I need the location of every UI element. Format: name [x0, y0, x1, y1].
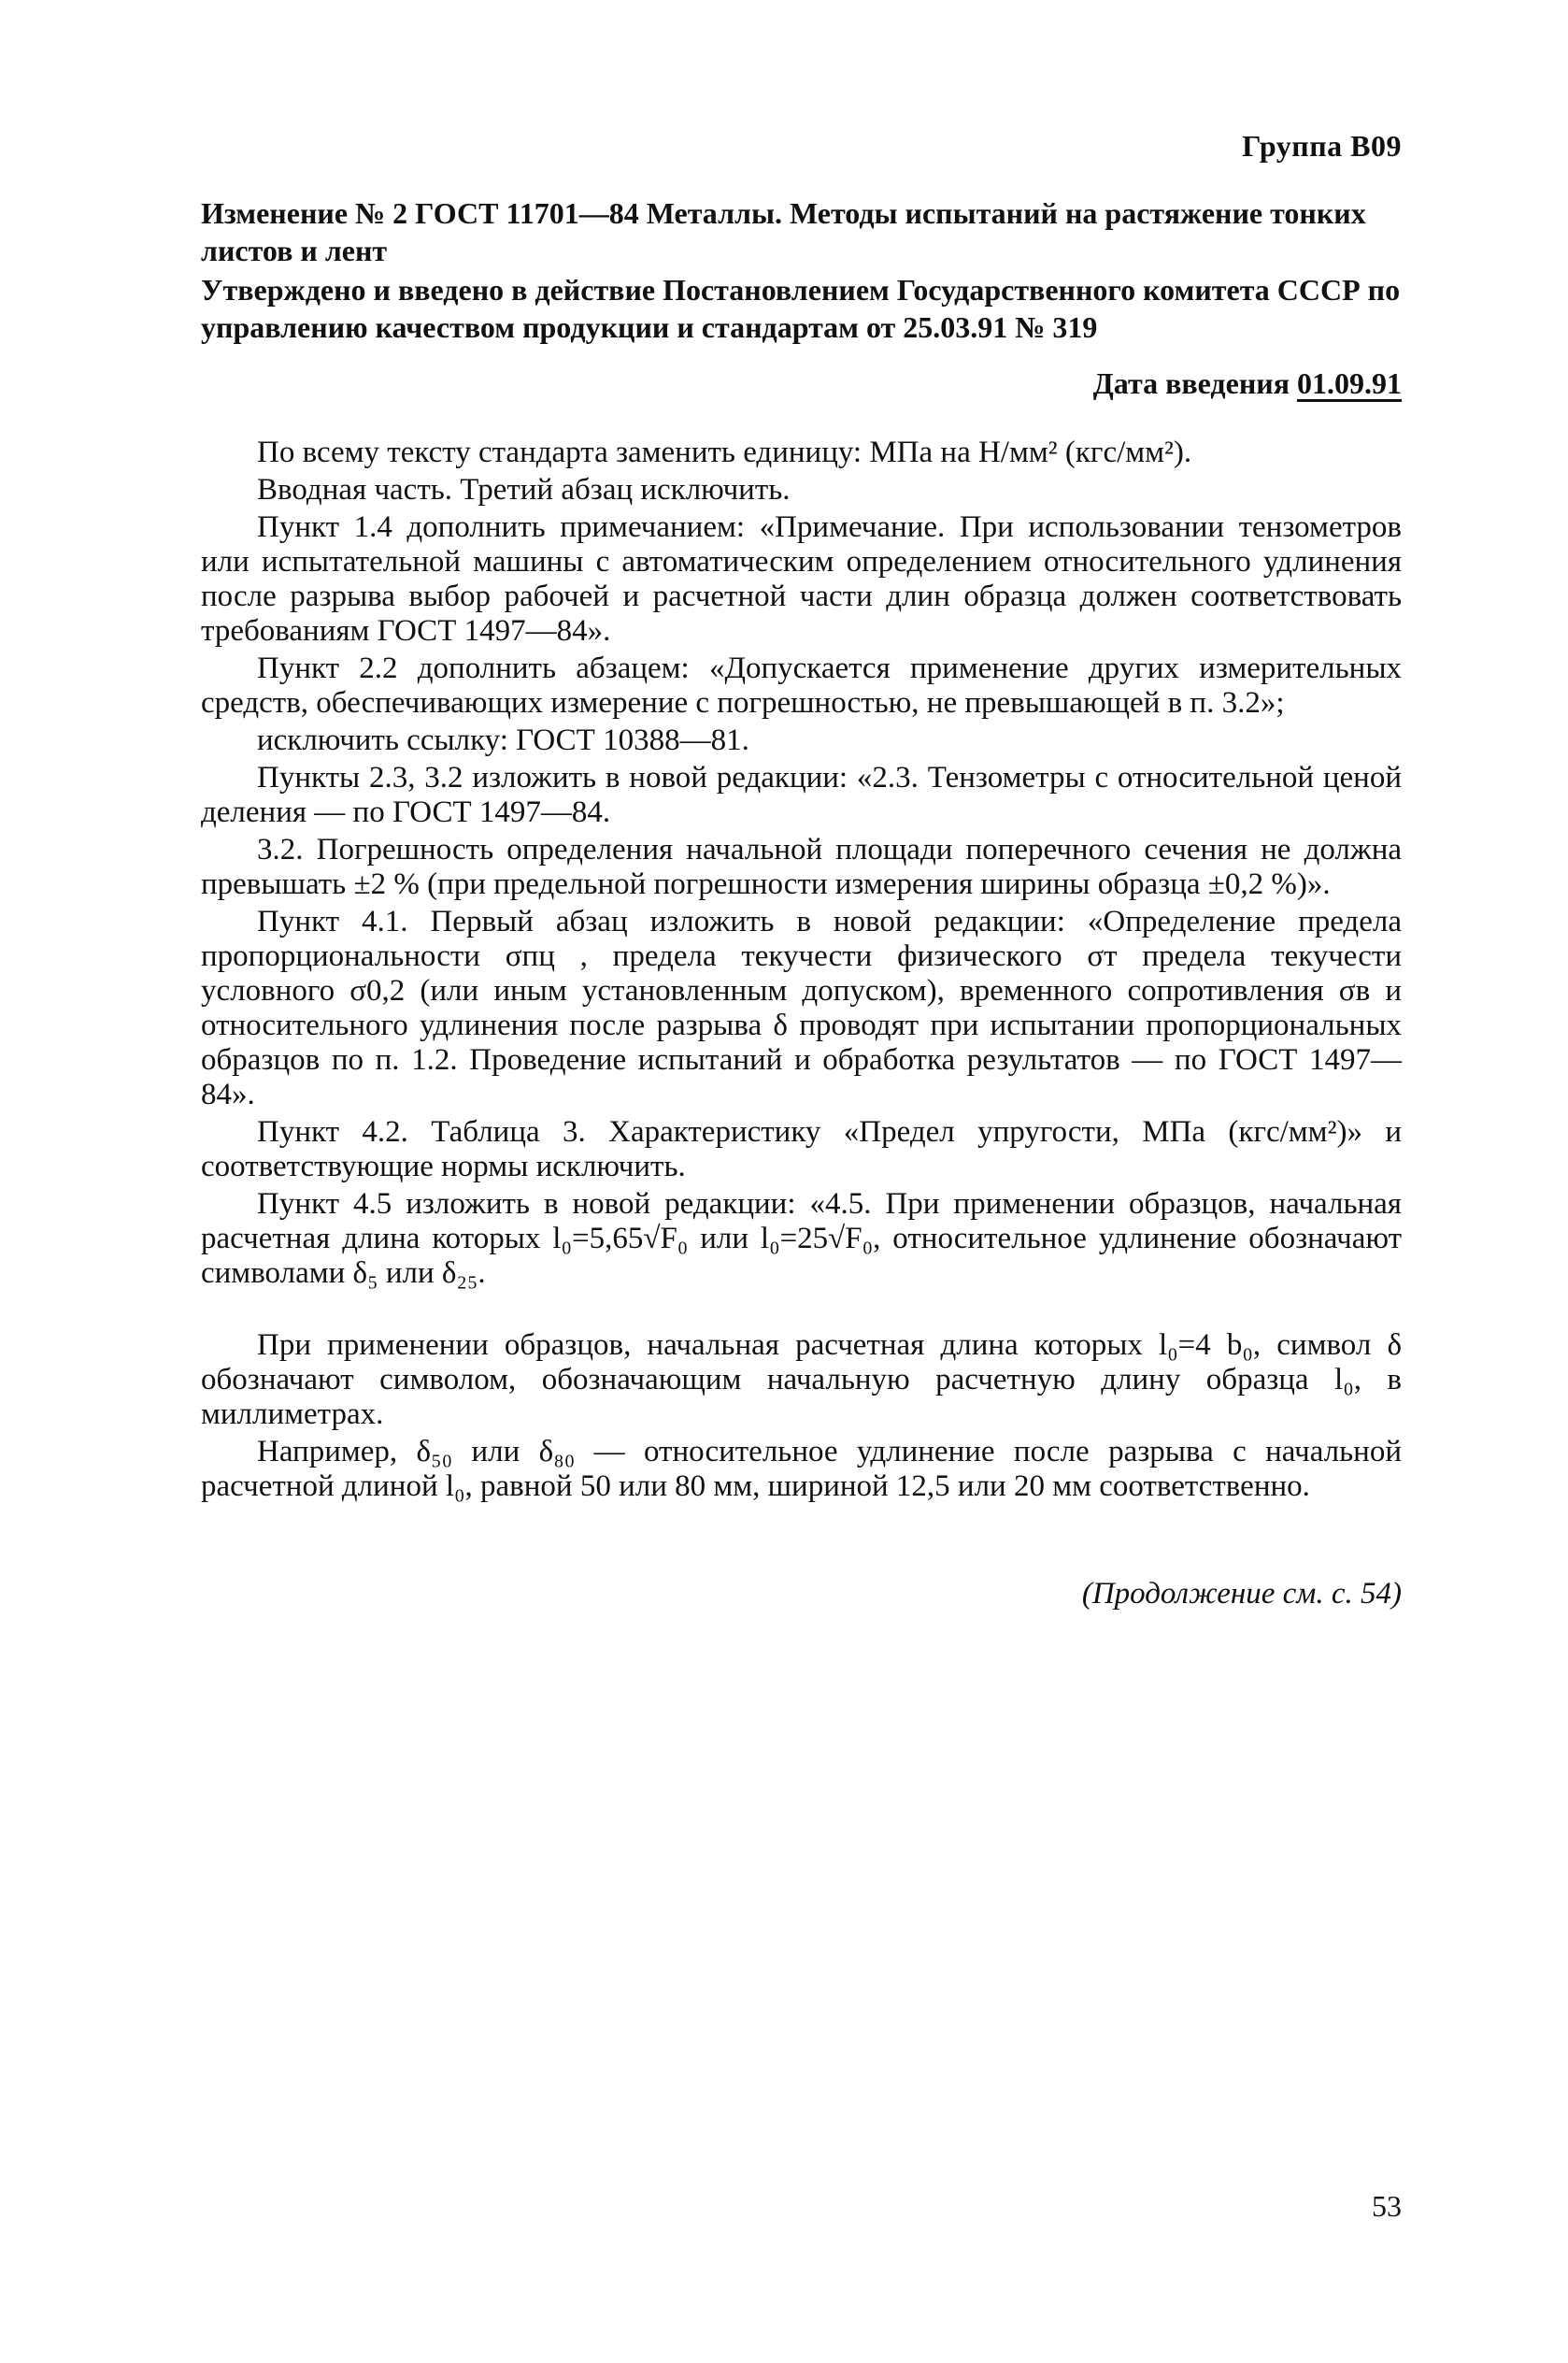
- introduction-date: [1093, 366, 1402, 401]
- introduction-date-value: 01.09.91: [1297, 366, 1402, 400]
- introduction-date-label: Дата введения: [1092, 366, 1290, 400]
- paragraph: Пункт 1.4 дополнить примечанием: «Примечание. При использовании тензометров или испытательной машины с автоматическим определением относительного удлинения после разрыва выбор рабочей и расчетной части длин образца должен соответствовать требованиям ГОСТ 1497—84».: [201, 510, 1402, 648]
- paragraph: Пункт 4.2. Таблица 3. Характеристику «Предел упругости, МПа (кгс/мм²)» и соответствующие нормы исключить.: [201, 1115, 1402, 1183]
- paragraph: Пункты 2.3, 3.2 изложить в новой редакции: «2.3. Тензометры с относительной ценой деления — по ГОСТ 1497—84.: [201, 761, 1402, 829]
- page-number: 53: [1372, 2189, 1402, 2223]
- amendment-body: [201, 436, 1402, 1507]
- paragraph: По всему тексту стандарта заменить единицу: МПа на Н/мм² (кгс/мм²).: [257, 436, 1192, 469]
- paragraph: Пункт 4.5 изложить в новой редакции: «4.5. При применении образцов, начальная расчетная длина которых l₀=5,65√F₀ или l₀=25√F₀, относительное удлинение обозначают символами δ₅ или δ₂₅.: [201, 1187, 1402, 1290]
- paragraph: Вводная часть. Третий абзац исключить.: [257, 473, 791, 507]
- paragraph: При применении образцов, начальная расчетная длина которых l₀=4 b₀, символ δ обозначают символом, обозначающим начальную расчетную длину образца l₀, в миллиметрах.: [201, 1328, 1402, 1431]
- amendment-title: Изменение № 2 ГОСТ 11701—84 Металлы. Методы испытаний на растяжение тонких листов и лент: [201, 196, 1366, 267]
- approval-statement: Утверждено и введено в действие Постановлением Государственного комитета СССР по управлению качеством продукции и стандартам от 25.03.91 № 319: [201, 273, 1401, 344]
- paragraph: Пункт 2.2 дополнить абзацем: «Допускается применение других измерительных средств, обеспечивающих измерение с погрешностью, не превышающей в п. 3.2»;: [201, 652, 1402, 720]
- paragraph: исключить ссылку: ГОСТ 10388—81.: [257, 723, 749, 757]
- paragraph: Например, δ₅₀ или δ₈₀ — относительное удлинение после разрыва с начальной расчетной длиной l₀, равной 50 или 80 мм, шириной 12,5 или 20 мм соответственно.: [201, 1435, 1402, 1503]
- continuation-note: (Продолжение см. с. 54): [1081, 1577, 1402, 1611]
- paragraph: Пункт 4.1. Первый абзац изложить в новой редакции: «Определение предела пропорциональности σпц , предела текучести физического σт предела текучести условного σ0,2 (или иным установленным допуском), временного сопротивления σв и относительного удлинения после разрыва δ проводят при испытании пропорциональных образцов по п. 1.2. Проведение испытаний и обработка результатов — по ГОСТ 1497—84».: [201, 905, 1402, 1111]
- paragraph: 3.2. Погрешность определения начальной площади поперечного сечения не должна превышать ±2 % (при предельной погрешности измерения ширины образца ±0,2 %)».: [201, 833, 1402, 901]
- group-code: Группа В09: [1242, 129, 1402, 163]
